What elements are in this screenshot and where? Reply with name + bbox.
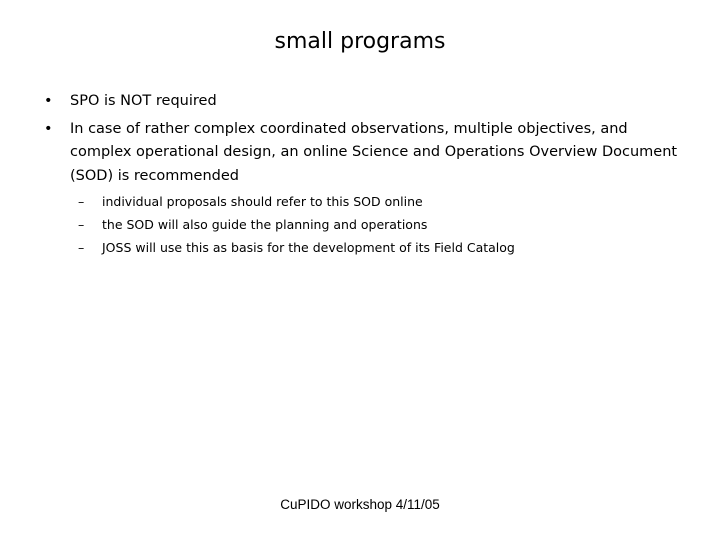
bullet-marker: • — [44, 120, 53, 137]
slide-title: small programs — [274, 29, 446, 54]
sub-bullet-marker: – — [78, 240, 85, 255]
sub-bullet-text: JOSS will use this as basis for the development of its Field Catalog — [102, 240, 515, 255]
bullet-text: In case of rather complex coordinated observations, multiple objectives, and complex operational design, an online Science and Operations Overview Document (SOD) is recommended — [70, 120, 678, 184]
bullet-item — [44, 90, 684, 114]
sub-bullet-text: individual proposals should refer to this SOD online — [102, 194, 423, 209]
sub-bullet-marker: – — [78, 194, 85, 209]
sub-bullet-item — [78, 215, 684, 234]
sub-bullet-text: the SOD will also guide the planning and operations — [102, 217, 428, 232]
sub-bullet-item — [78, 238, 684, 257]
bullet-text: SPO is NOT required — [70, 93, 217, 109]
bullet-item — [44, 118, 684, 189]
bullet-list — [44, 90, 684, 261]
slide-footer: CuPIDO workshop 4/11/05 — [280, 497, 440, 512]
sub-bullet-item — [78, 192, 684, 211]
bullet-marker: • — [44, 93, 53, 109]
sub-bullet-marker: – — [78, 217, 85, 232]
